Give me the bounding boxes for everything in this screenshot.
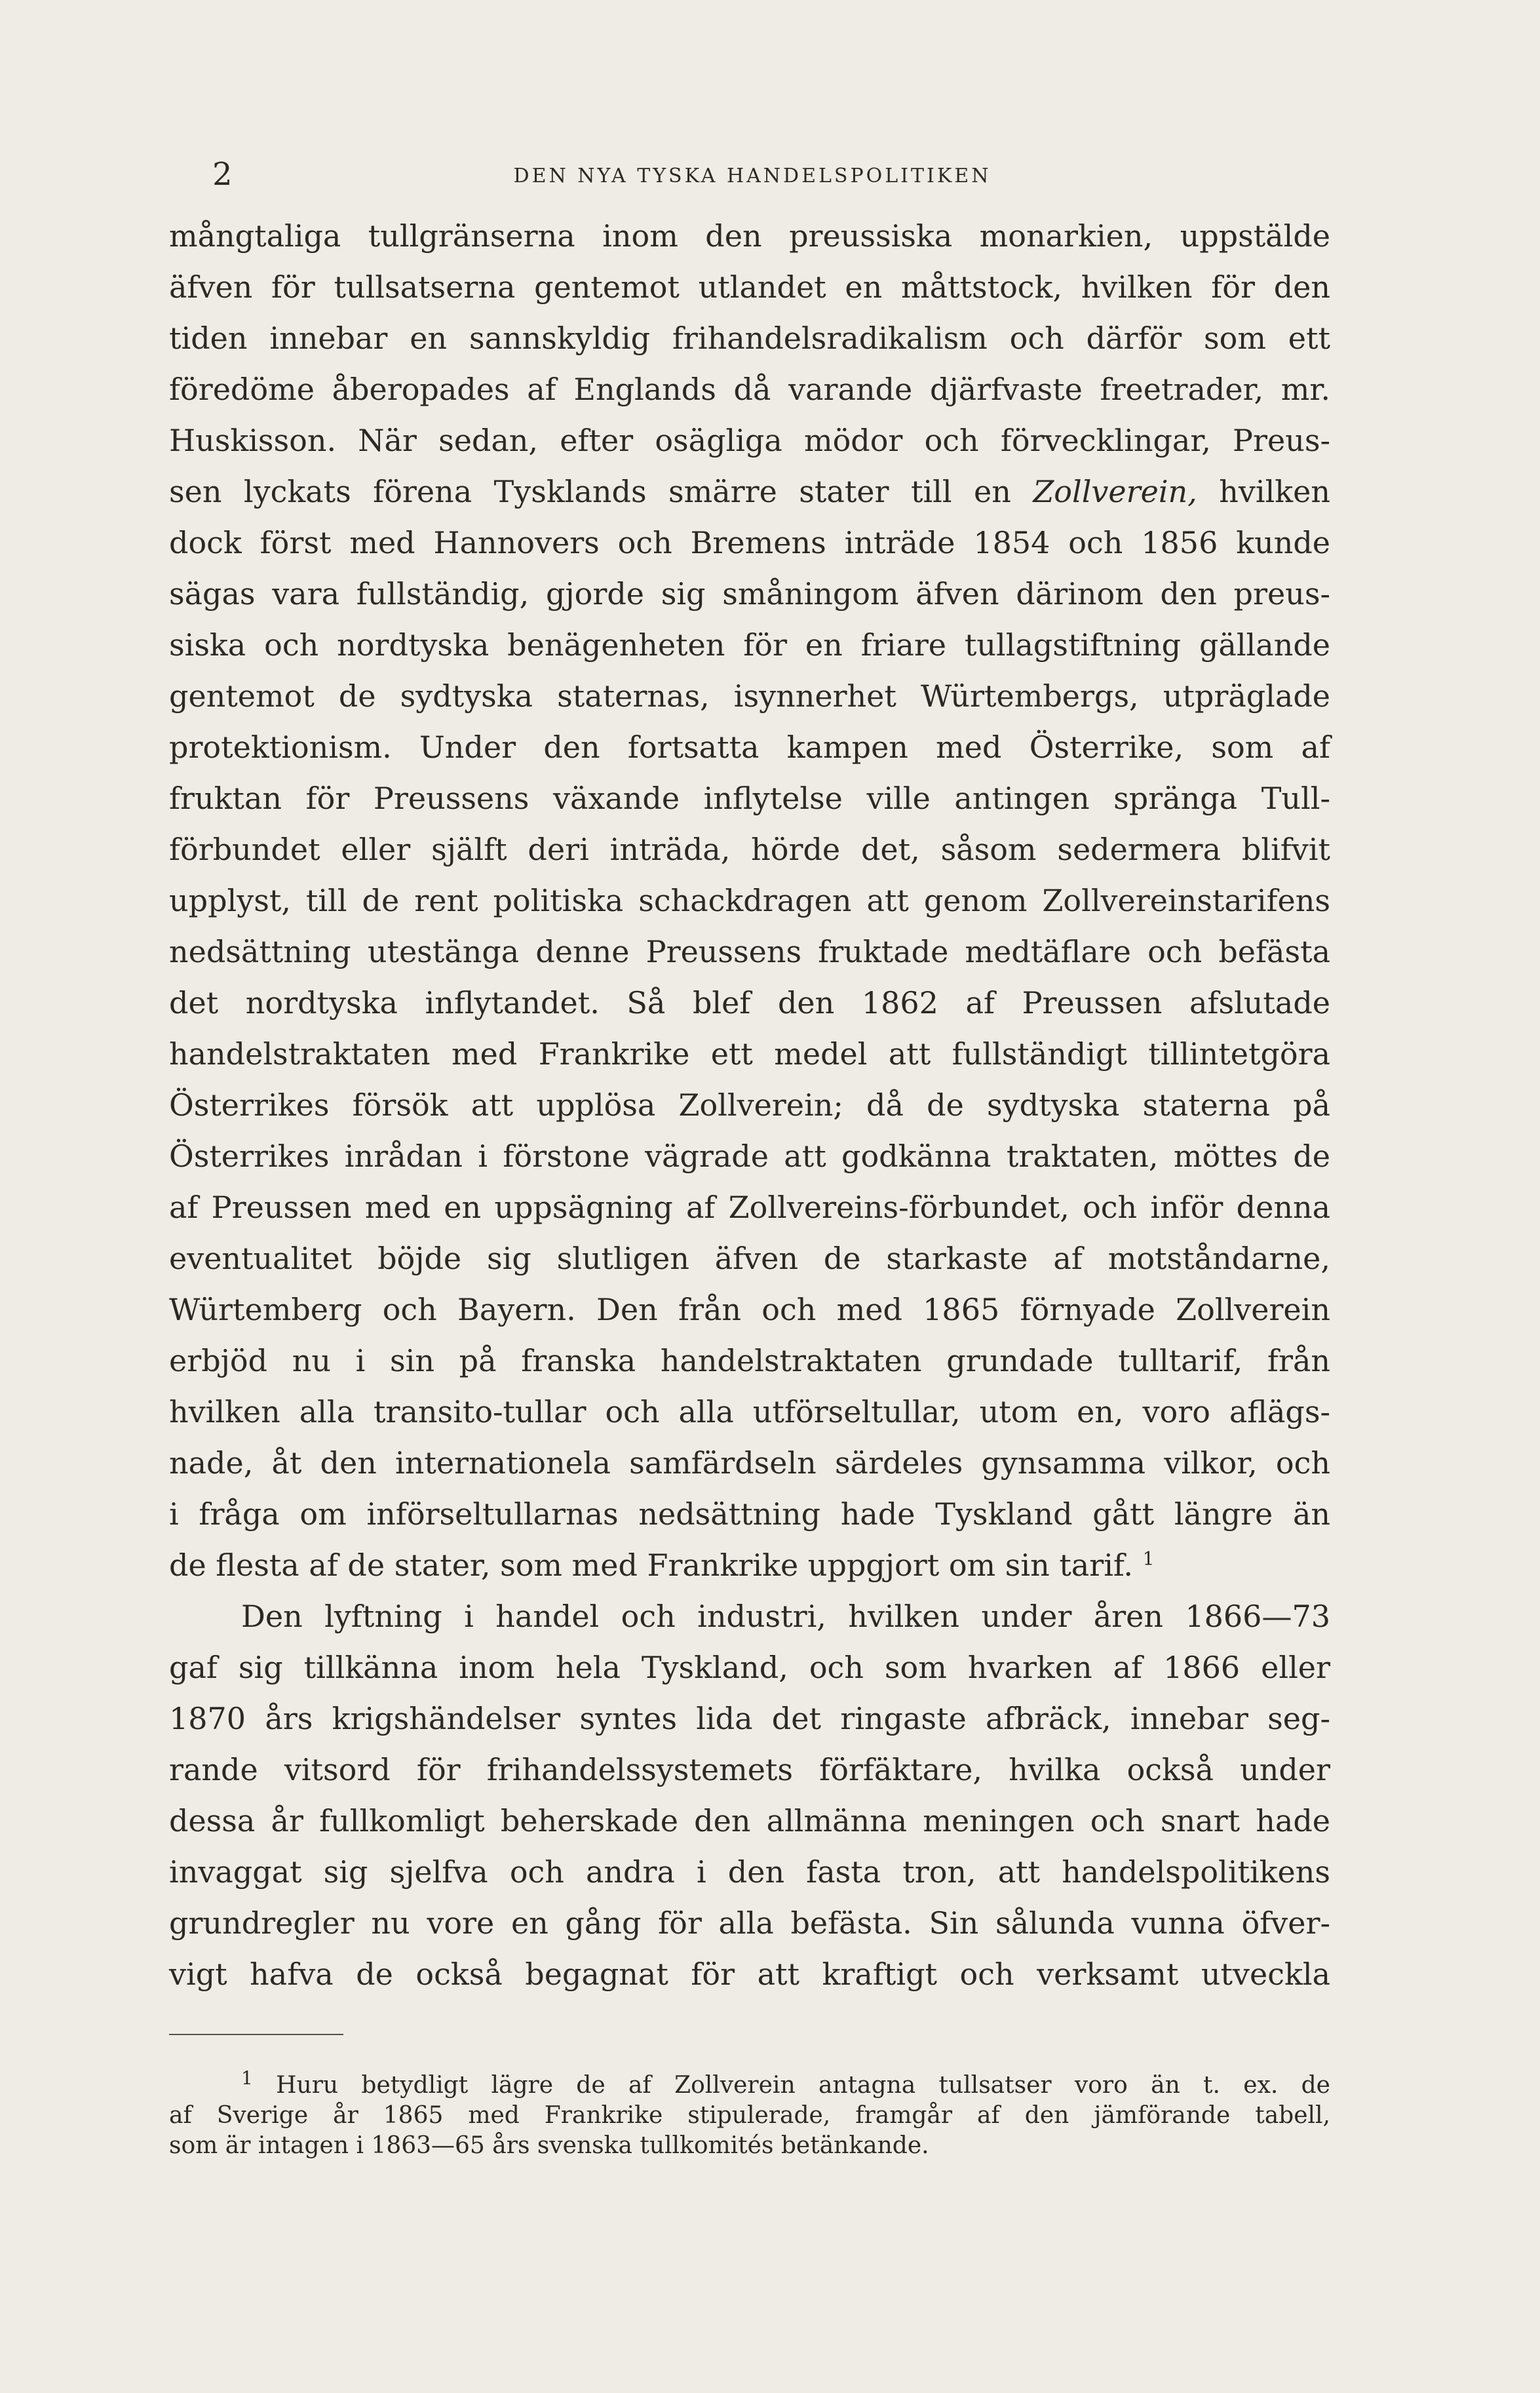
text-line: tiden innebar en sannskyldig frihandelsradikalism och därför som ett (169, 321, 1330, 356)
text-line: handelstraktaten med Frankrike ett medel att fullständigt tillintetgöra (169, 1036, 1330, 1072)
text-line: det nordtyska inflytandet. Så blef den 1862 af Preussen afslutade (169, 985, 1330, 1021)
running-head: DEN NYA TYSKA HANDELSPOLITIKEN (513, 165, 991, 187)
text-line: 1870 års krigshändelser syntes lida det ringaste afbräck, innebar seg- (169, 1701, 1330, 1736)
footnote-line (241, 2067, 1330, 2100)
text-line: Österrikes försök att upplösa Zollverein; då de sydtyska staterna på (169, 1087, 1330, 1123)
text-line: föredöme åberopades af Englands då varande djärfvaste freetrader, mr. (169, 372, 1330, 407)
text-line: fruktan för Preussens växande inflytelse ville antingen spränga Tull- (169, 781, 1330, 816)
text-line: sägas vara fullständig, gjorde sig småningom äfven därinom den preus- (169, 576, 1330, 612)
text-line: hvilken alla transito-tullar och alla utförseltullar, utom en, voro aflägs- (169, 1394, 1330, 1430)
text-line (169, 1546, 1330, 1585)
footnote-divider (169, 2034, 343, 2035)
zollverein-term: Zollverein, (1033, 474, 1197, 509)
text-line: äfven för tullsatserna gentemot utlandet en måttstock, hvilken för den (169, 269, 1330, 305)
text-line: Würtemberg och Bayern. Den från och med 1865 förnyade Zollverein (169, 1292, 1330, 1327)
footnote-ref: 1 (1142, 1547, 1155, 1570)
text-run: sen lyckats förena Tysklands smärre stater till en (169, 474, 1011, 509)
text-line: nade, åt den internationela samfärdseln särdeles gynsamma vilkor, och (169, 1445, 1330, 1481)
text-line: Österrikes inrådan i förstone vägrade att godkänna traktaten, möttes de (169, 1138, 1330, 1174)
footnote-marker: 1 (241, 2067, 253, 2089)
text-line: nedsättning utestänga denne Preussens fruktade medtäflare och befästa (169, 934, 1330, 969)
text-line: gaf sig tillkänna inom hela Tyskland, och som hvarken af 1866 eller (169, 1650, 1330, 1685)
text-line: Huskisson. När sedan, efter osägliga mödor och förvecklingar, Preus- (169, 423, 1330, 458)
text-line: protektionism. Under den fortsatta kampen med Österrike, som af (169, 730, 1330, 765)
text-run: Huru betydligt lägre de af Zollverein antagna tullsatser voro än t. ex. de (276, 2072, 1330, 2099)
footnote-line: af Sverige år 1865 med Frankrike stipulerade, framgår af den jämförande tabell, (169, 2102, 1330, 2129)
text-line: erbjöd nu i sin på franska handelstraktaten grundade tulltarif, från (169, 1343, 1330, 1378)
text-line: af Preussen med en uppsägning af Zollvereins-förbundet, och inför denna (169, 1190, 1330, 1225)
text-line (169, 472, 1330, 511)
text-run: hvilken (1219, 474, 1331, 509)
text-line: grundregler nu vore en gång för alla befästa. Sin sålunda vunna öfver- (169, 1905, 1330, 1941)
text-line: eventualitet böjde sig slutligen äfven de starkaste af motståndarne, (169, 1241, 1330, 1276)
text-line: rande vitsord för frihandelssystemets förfäktare, hvilka också under (169, 1752, 1330, 1787)
text-line: vigt hafva de också begagnat för att kraftigt och verksamt utveckla (169, 1956, 1330, 1992)
text-line: upplyst, till de rent politiska schackdragen att genom Zollvereinstarifens (169, 883, 1330, 918)
text-line: Den lyftning i handel och industri, hvilken under åren 1866—73 (241, 1599, 1330, 1634)
text-line: invaggat sig sjelfva och andra i den fasta tron, att handelspolitikens (169, 1854, 1330, 1890)
text-line: siska och nordtyska benägenheten för en friare tullagstiftning gällande (169, 627, 1330, 663)
text-line: i fråga om införseltullarnas nedsättning hade Tyskland gått längre än (169, 1496, 1330, 1532)
text-line: gentemot de sydtyska staternas, isynnerhet Würtembergs, utpräglade (169, 678, 1330, 714)
text-line: dock först med Hannovers och Bremens inträde 1854 och 1856 kunde (169, 525, 1330, 560)
text-line: mångtaliga tullgränserna inom den preussiska monarkien, uppstälde (169, 218, 1330, 254)
page-header (169, 155, 1336, 194)
page-number: 2 (212, 156, 233, 193)
text-line: dessa år fullkomligt beherskade den allmänna meningen och snart hade (169, 1803, 1330, 1839)
text-line: förbundet eller själft deri inträda, hörde det, såsom sedermera blifvit (169, 832, 1330, 867)
footnote-line: som är intagen i 1863—65 års svenska tullkomités betänkande. (169, 2132, 929, 2159)
text-run: de flesta af de stater, som med Frankrike uppgjort om sin tarif. (169, 1547, 1133, 1583)
